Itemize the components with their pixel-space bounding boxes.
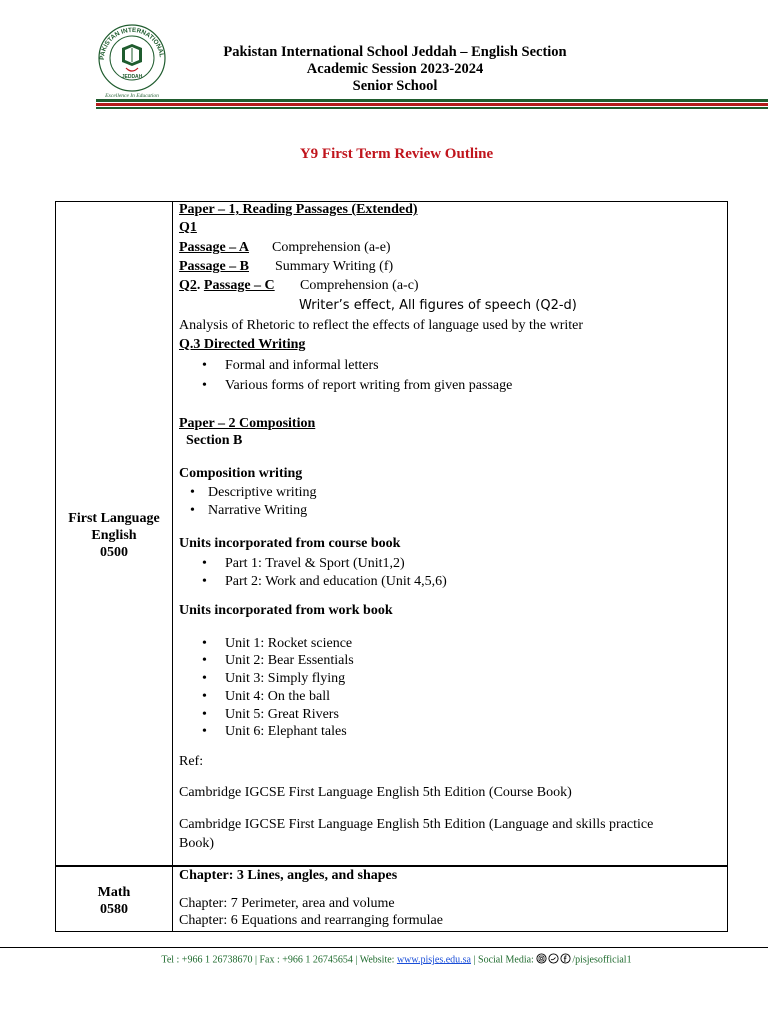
footer-social-label: | Social Media: [471, 954, 537, 966]
subject-math-line1: Math [97, 885, 131, 900]
facebook-icon[interactable] [561, 954, 570, 963]
bullet: • [202, 574, 207, 589]
ref-label: Ref: [179, 754, 204, 769]
social-handle: /pisjesofficial1 [572, 954, 632, 966]
reference-1: Cambridge IGCSE First Language English 5th Edition (Course Book) [179, 785, 572, 800]
bullet: • [202, 378, 207, 393]
work-book-item: Unit 5: Great Rivers [225, 707, 339, 722]
q2-label: Q2 [179, 278, 197, 293]
work-book-heading: Units incorporated from work book [179, 603, 393, 618]
work-book-item: Unit 3: Simply flying [225, 671, 346, 686]
subject-english [56, 510, 172, 561]
analysis-text: Analysis of Rhetoric to reflect the effects of language used by the writer [179, 318, 584, 333]
math-chapter-heading: Chapter: 3 Lines, angles, and shapes [179, 868, 398, 883]
math-chapter: Chapter: 6 Equations and rearranging formulae [179, 913, 443, 928]
bullet: • [202, 707, 207, 722]
work-book-item: Unit 1: Rocket science [225, 636, 353, 651]
q1-heading: Q1 [179, 220, 197, 235]
work-book-item: Unit 2: Bear Essentials [225, 653, 354, 668]
table-column-divider [172, 202, 173, 931]
school-section: Senior School [352, 78, 438, 94]
section-b: Section B [186, 433, 243, 448]
reference-2-line2: Book) [179, 836, 214, 851]
q3-item: Various forms of report writing from given passage [225, 378, 513, 393]
paper1-title: Paper – 1, Reading Passages (Extended) [179, 202, 418, 217]
logo-ring-text: PAKISTAN INTERNATIONAL [98, 26, 165, 61]
header-rule-green-bottom [96, 107, 768, 109]
q2-dot: . [196, 278, 201, 293]
q2-line [179, 277, 275, 294]
subject-english-line2: English [91, 528, 137, 543]
logo-city: JEDDAH [121, 74, 143, 80]
school-logo [92, 20, 172, 100]
footer-contact: Tel : +966 1 26738670 | Fax : +966 1 26745654 | Website: [161, 954, 397, 966]
academic-session: Academic Session 2023-2024 [306, 61, 484, 77]
bullet: • [202, 671, 207, 686]
course-book-item: Part 2: Work and education (Unit 4,5,6) [225, 574, 447, 589]
passage-c-text2: Writer’s effect, All figures of speech (Q2-d) [299, 298, 577, 313]
header-rule-green [96, 99, 768, 102]
passage-a-label: Passage – A [179, 240, 249, 255]
subject-math-code: 0580 [100, 902, 128, 917]
passage-b-text: Summary Writing (f) [275, 259, 394, 274]
bullet: • [202, 636, 207, 651]
bullet: • [202, 653, 207, 668]
work-book-item: Unit 6: Elephant tales [225, 724, 347, 739]
school-name: Pakistan International School Jeddah – English Section [223, 44, 567, 60]
bullet: • [202, 689, 207, 704]
passage-b-label: Passage – B [179, 259, 249, 274]
course-book-heading: Units incorporated from course book [179, 536, 401, 551]
footer [0, 953, 768, 967]
bullet: • [190, 503, 195, 518]
math-chapter: Chapter: 7 Perimeter, area and volume [179, 896, 395, 911]
social-media-icons [536, 953, 572, 967]
passage-c-text: Comprehension (a-c) [300, 278, 419, 293]
subject-english-code: 0500 [100, 545, 128, 560]
header-rule-red [96, 103, 768, 106]
q3-heading: Q.3 Directed Writing [179, 337, 306, 352]
bullet: • [190, 485, 195, 500]
course-book-item: Part 1: Travel & Sport (Unit1,2) [225, 556, 405, 571]
reference-2-line1: Cambridge IGCSE First Language English 5th Edition (Language and skills practice [179, 817, 654, 832]
subject-math [56, 884, 172, 918]
composition-item: Descriptive writing [208, 485, 317, 500]
instagram-icon[interactable] [537, 954, 546, 963]
composition-heading: Composition writing [179, 466, 303, 481]
twitter-icon[interactable] [549, 954, 558, 963]
bullet: • [202, 724, 207, 739]
page-title: Y9 First Term Review Outline [299, 146, 494, 162]
bullet: • [202, 358, 207, 373]
school-header [195, 44, 595, 95]
website-link[interactable]: www.pisjes.edu.sa [396, 954, 471, 966]
subject-english-line1: First Language [68, 511, 160, 526]
footer-rule [0, 947, 768, 948]
passage-a-text: Comprehension (a-e) [272, 240, 391, 255]
passage-c-label: Passage – C [203, 278, 275, 293]
work-book-item: Unit 4: On the ball [225, 689, 330, 704]
composition-item: Narrative Writing [208, 503, 308, 518]
logo-motto: Excellence In Education [105, 93, 159, 99]
bullet: • [202, 556, 207, 571]
paper2-title: Paper – 2 Composition [179, 416, 316, 431]
q3-item: Formal and informal letters [225, 358, 379, 373]
